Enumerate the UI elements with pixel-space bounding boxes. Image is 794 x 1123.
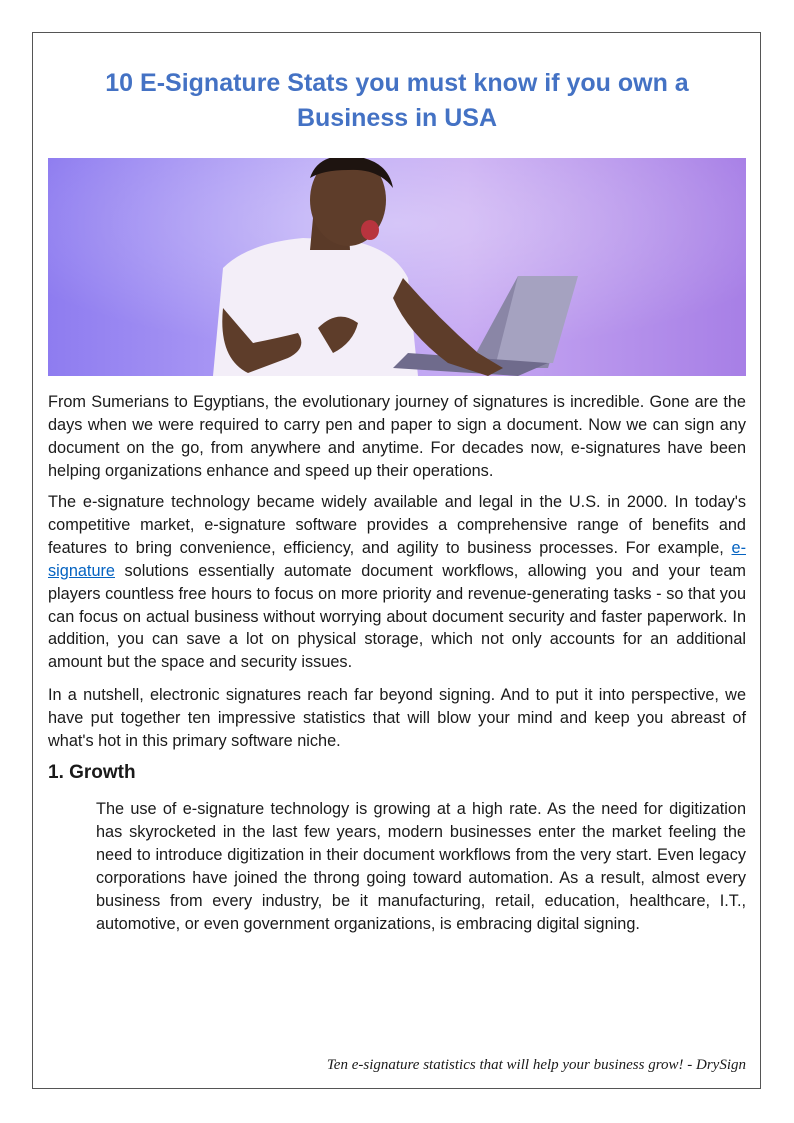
person-with-laptop-photo-icon xyxy=(48,158,746,376)
section-heading-growth: 1. Growth xyxy=(48,762,136,783)
page-footer: Ten e-signature statistics that will help your business grow! - DrySign xyxy=(326,1057,746,1073)
intro-paragraph: From Sumerians to Egyptians, the evolutionary journey of signatures is incredible. Gone are the days when we were required to carry pen and paper to sign a document. Now we can sign any document on the go, from anywhere and anytime. For decades now, e-signatures have been helping organizations enhance and speed up their operations. xyxy=(48,393,746,480)
nutshell-paragraph: In a nutshell, electronic signatures reach far beyond signing. And to put it into perspective, we have put together ten impressive statistics that will blow your mind and keep you abreast of what's hot in this primary software niche. xyxy=(48,686,746,750)
history-paragraph-start: The e-signature technology became widely available and legal in the U.S. in 2000. In today's competitive market, e-signature software provides a comprehensive range of benefits and features to bring convenience, efficiency, and agility to business processes. For example, xyxy=(48,493,746,557)
page-title: 10 E-Signature Stats you must know if you own a Business in USA xyxy=(105,69,689,132)
hero-image xyxy=(48,158,746,376)
e-signature-link[interactable]: e-signature xyxy=(48,538,746,580)
growth-paragraph: The use of e-signature technology is growing at a high rate. As the need for digitization has skyrocketed in the last few years, modern businesses enter the market feeling the need to introduce digitization in their document workflows from the very start. Even legacy corporations have joined the throng going toward automation. As a result, almost every business from every industry, be it manufacturing, retail, education, healthcare, I.T., automotive, or even government organizations, is embracing digital signing. xyxy=(96,800,746,933)
history-paragraph-end: solutions essentially automate document workflows, allowing you and your team players countless free hours to focus on more priority and revenue-generating tasks - so that you can focus on actual business without worrying about document security and faster paperwork. In addition, you can save a lot on physical storage, which not only accounts for an additional amount but the space and security issues. xyxy=(48,561,746,672)
history-paragraph xyxy=(48,491,746,674)
